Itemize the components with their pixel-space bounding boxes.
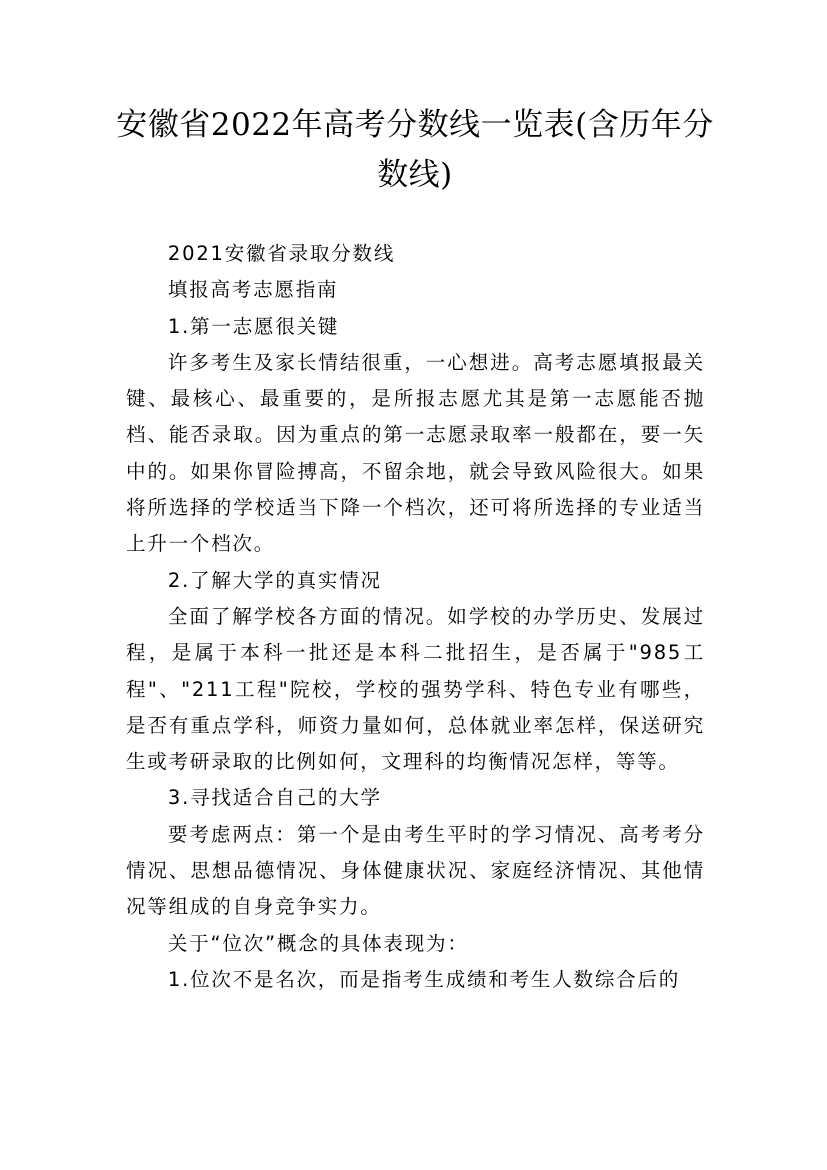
paragraph-rank-concept-heading: 关于“位次”概念的具体表现为： [167,931,469,955]
paragraph-rank-concept-item-1: 1.位次不是名次，而是指考生成绩和考生人数综合后的 [167,967,681,991]
paragraph-score-line-heading: 2021安徽省录取分数线 [167,242,396,265]
paragraph-section-1-body: 许多考生及家长情结很重，一心想进。高考志愿填报最关键、最核心、最重要的，是所报志愿尤其是第一志愿能否抛档、能否录取。因为重点的第一志愿录取率一般都在，要一矢中的。如果你冒险搏高，不留余地，就会导致风险很大。如果将所选择的学校适当下降一个档次，还可将所选择的专业适当上升一个档次。 [126,350,705,556]
document-title: 安徽省2022年高考分数线一览表(含历年分数线) [116,107,714,193]
paragraph-section-3-heading: 3.寻找适合自己的大学 [167,786,382,810]
paragraph-section-2-body: 全面了解学校各方面的情况。如学校的办学历史、发展过程，是属于本科一批还是本科二批招生，是否属于"985工程"、"211工程"院校，学校的强势学科、特色专业有哪些，是否有重点学科，师资力量如何，总体就业率怎样，保送研究生或考研录取的比例如何，文理科的均衡情况怎样，等等。 [126,604,705,774]
paragraph-section-3-body: 要考虑两点：第一个是由考生平时的学习情况、高考考分情况、思想品德情况、身体健康状况、家庭经济情况、其他情况等组成的自身竞争实力。 [126,822,705,919]
paragraph-section-2-heading: 2.了解大学的真实情况 [167,568,382,592]
paragraph-guide-heading: 填报高考志愿指南 [167,278,339,302]
document-body [126,236,705,998]
paragraph-section-1-heading: 1.第一志愿很关键 [167,314,340,338]
